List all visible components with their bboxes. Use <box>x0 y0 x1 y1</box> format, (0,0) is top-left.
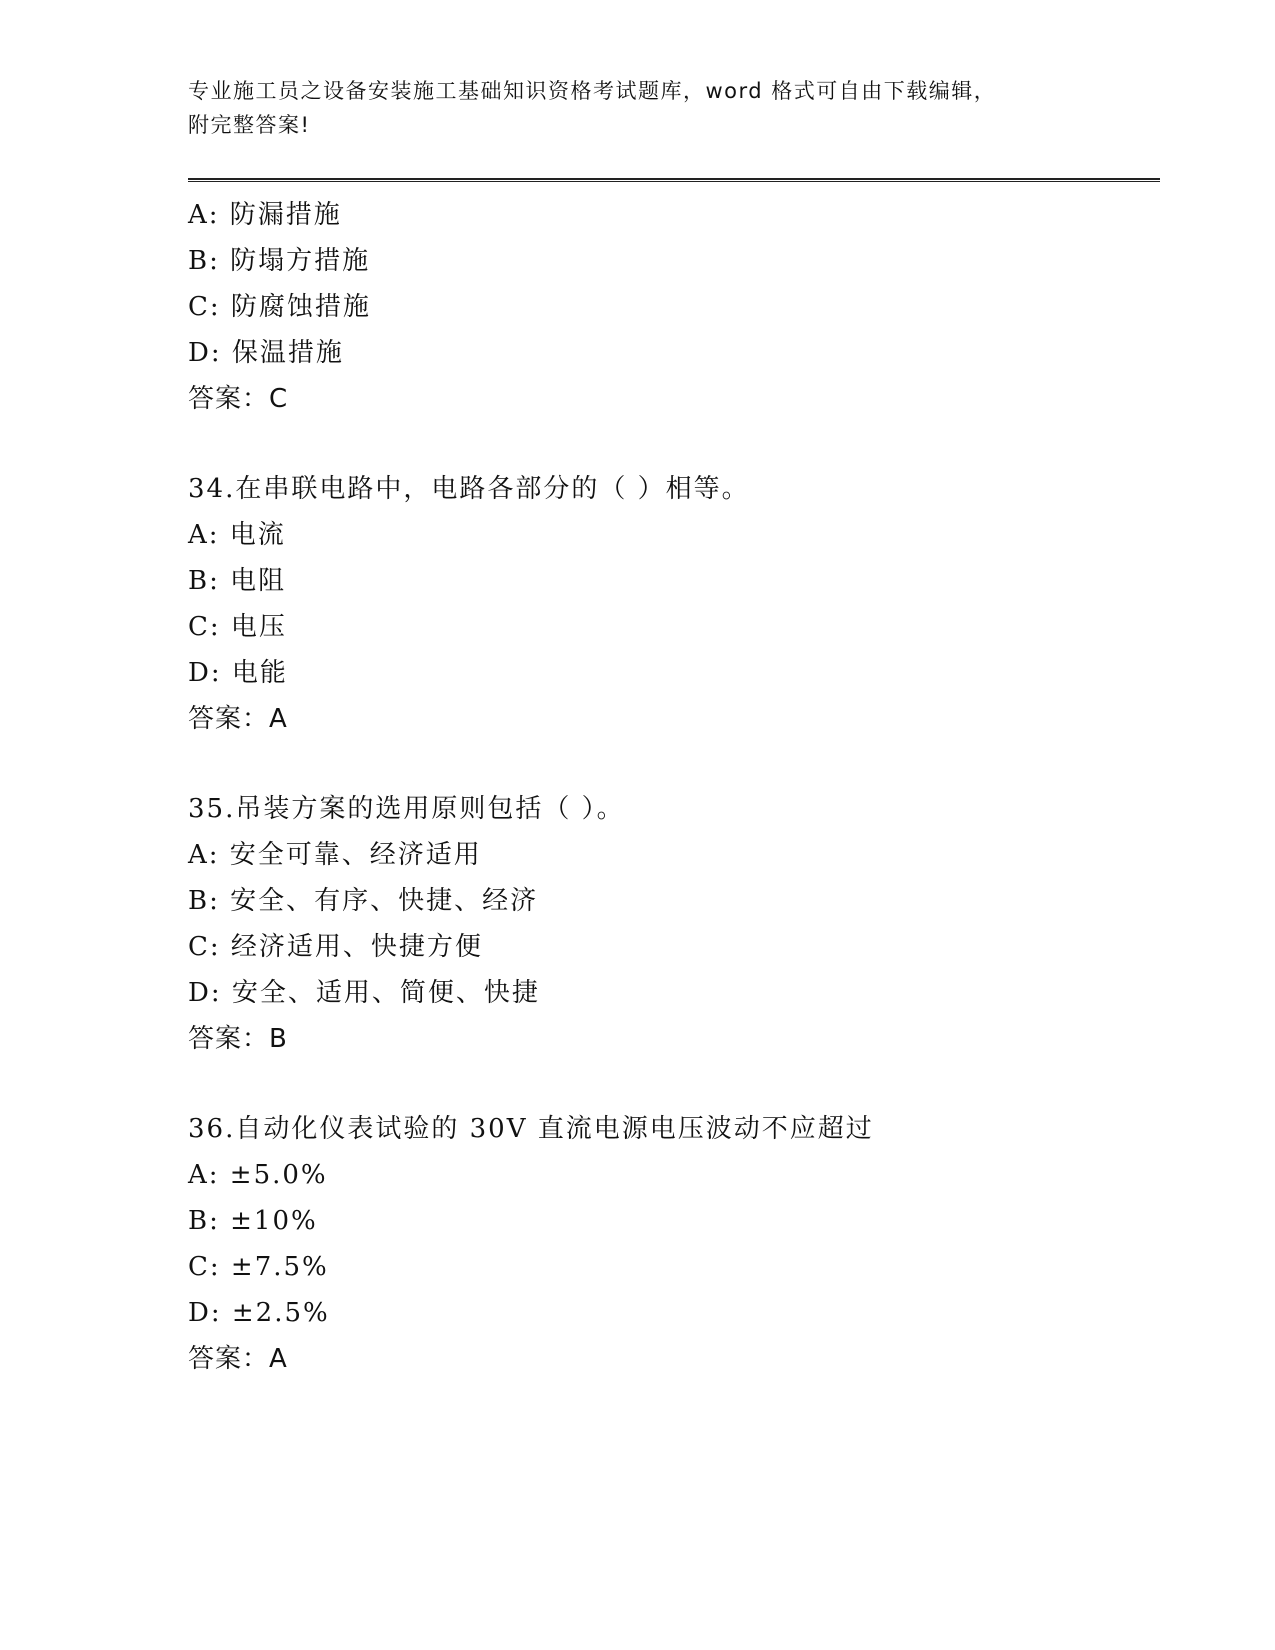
option-a: A: 防漏措施 <box>188 200 342 230</box>
header-divider <box>188 178 1160 182</box>
option-c: C: ±7.5% <box>188 1252 329 1282</box>
option-a: A: 安全可靠、经济适用 <box>188 840 482 870</box>
answer-line: 答案：C <box>188 384 289 414</box>
option-c: C: 经济适用、快捷方便 <box>188 932 483 962</box>
option-d: D: 安全、适用、简便、快捷 <box>188 978 540 1008</box>
header-line-2: 附完整答案! <box>188 113 311 137</box>
option-a: A: ±5.0% <box>188 1160 328 1190</box>
option-d: D: 保温措施 <box>188 338 344 368</box>
option-d: D: 电能 <box>188 658 288 688</box>
option-b: B: 电阻 <box>188 566 287 596</box>
question-block-33 <box>188 192 1158 422</box>
option-b: B: 安全、有序、快捷、经济 <box>188 886 539 916</box>
answer-line: 答案：A <box>188 704 288 734</box>
block-spacer <box>188 742 1158 786</box>
question-text: 36.自动化仪表试验的 30V 直流电源电压波动不应超过 <box>188 1114 874 1144</box>
question-text: 34.在串联电路中，电路各部分的（ ）相等。 <box>188 474 750 504</box>
question-block-35 <box>188 786 1158 1062</box>
option-b: B: ±10% <box>188 1206 318 1236</box>
answer-line: 答案：B <box>188 1024 288 1054</box>
header-line-1: 专业施工员之设备安装施工基础知识资格考试题库，word 格式可自由下载编辑， <box>188 79 997 103</box>
option-d: D: ±2.5% <box>188 1298 330 1328</box>
block-spacer <box>188 1062 1158 1106</box>
question-block-34 <box>188 466 1158 742</box>
question-list <box>188 192 1158 1382</box>
block-spacer <box>188 422 1158 466</box>
answer-line: 答案：A <box>188 1344 288 1374</box>
question-block-36 <box>188 1106 1158 1382</box>
document-header <box>188 74 1088 142</box>
option-a: A: 电流 <box>188 520 286 550</box>
option-c: C: 防腐蚀措施 <box>188 292 371 322</box>
option-b: B: 防塌方措施 <box>188 246 371 276</box>
option-c: C: 电压 <box>188 612 287 642</box>
question-text: 35.吊装方案的选用原则包括（ ）。 <box>188 794 625 824</box>
